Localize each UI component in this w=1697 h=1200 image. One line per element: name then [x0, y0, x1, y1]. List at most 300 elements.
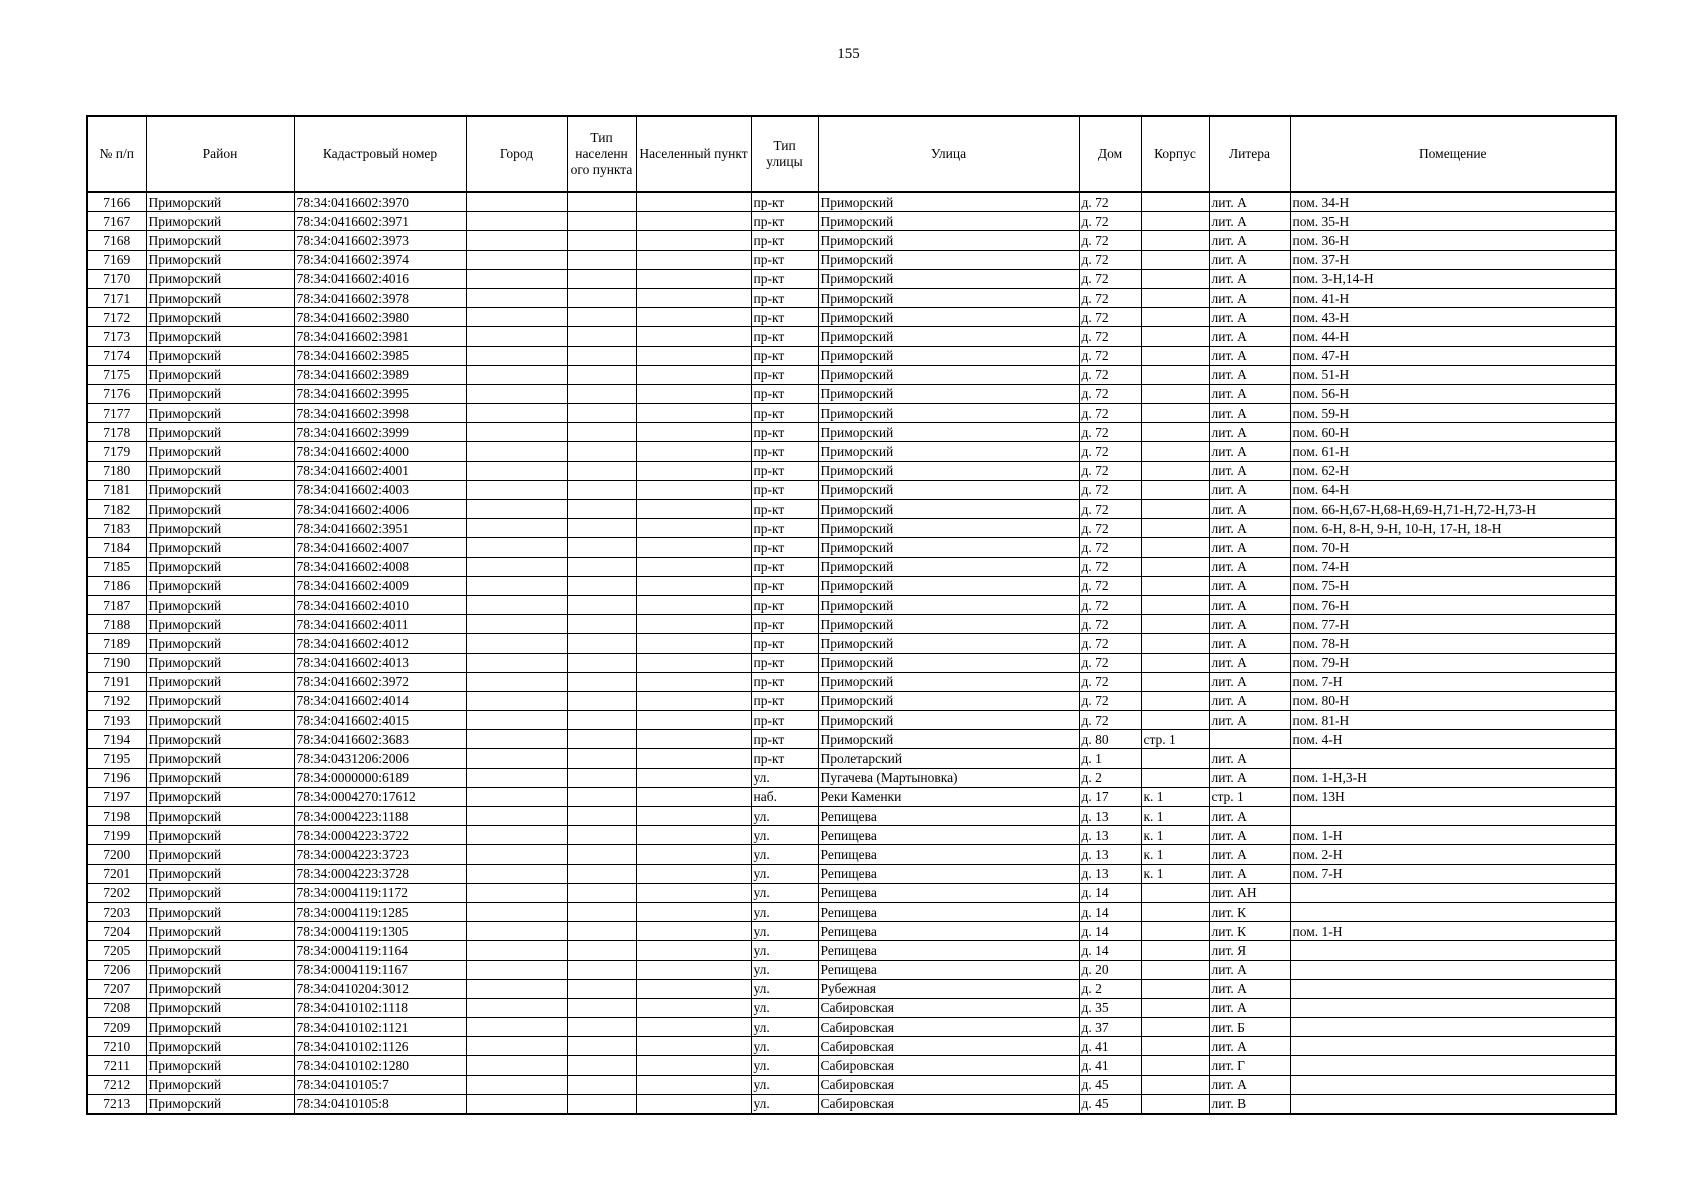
cell-street-type: пр-кт [751, 365, 818, 384]
cell-building [1141, 979, 1209, 998]
cell-street: Приморский [818, 538, 1079, 557]
cell-premises: пом. 7-Н [1290, 672, 1616, 691]
cell-cadastral: 78:34:0416602:3985 [294, 346, 466, 365]
cell-street-type: пр-кт [751, 538, 818, 557]
cell-premises [1290, 1075, 1616, 1094]
cell-building [1141, 384, 1209, 403]
cell-district: Приморский [146, 308, 294, 327]
cell-building [1141, 500, 1209, 519]
cell-settlement-type [567, 922, 636, 941]
cell-district: Приморский [146, 787, 294, 806]
cell-cadastral: 78:34:0004223:1188 [294, 807, 466, 826]
cell-premises: пом. 66-Н,67-Н,68-Н,69-Н,71-Н,72-Н,73-Н [1290, 500, 1616, 519]
cell-house: д. 72 [1079, 250, 1141, 269]
cell-street-type: пр-кт [751, 288, 818, 307]
cell-district: Приморский [146, 883, 294, 902]
cell-city [466, 192, 567, 212]
cell-settlement-type [567, 231, 636, 250]
cell-cadastral: 78:34:0410105:7 [294, 1075, 466, 1094]
cell-street-type: ул. [751, 922, 818, 941]
cell-settlement-type [567, 691, 636, 710]
cell-settlement [636, 691, 751, 710]
cell-letter [1209, 730, 1290, 749]
cell-street: Приморский [818, 653, 1079, 672]
cell-premises: пом. 79-Н [1290, 653, 1616, 672]
cell-settlement-type [567, 423, 636, 442]
cell-building [1141, 461, 1209, 480]
cell-cadastral: 78:34:0416602:3995 [294, 384, 466, 403]
cell-letter: лит. А [1209, 308, 1290, 327]
cell-settlement-type [567, 883, 636, 902]
cell-street: Приморский [818, 442, 1079, 461]
cell-city [466, 1037, 567, 1056]
cell-district: Приморский [146, 461, 294, 480]
cell-premises: пом. 70-Н [1290, 538, 1616, 557]
cell-cadastral: 78:34:0410105:8 [294, 1094, 466, 1114]
cell-city [466, 538, 567, 557]
table-row [87, 1056, 1616, 1075]
cell-district: Приморский [146, 288, 294, 307]
cell-premises: пом. 41-Н [1290, 288, 1616, 307]
cell-house: д. 72 [1079, 327, 1141, 346]
cell-settlement [636, 1018, 751, 1037]
cell-street-type: ул. [751, 1075, 818, 1094]
cell-settlement-type [567, 807, 636, 826]
cell-street: Приморский [818, 346, 1079, 365]
cell-settlement [636, 1037, 751, 1056]
cell-letter: лит. А [1209, 519, 1290, 538]
cell-letter: лит. А [1209, 557, 1290, 576]
cell-num: 7209 [87, 1018, 146, 1037]
cell-street: Приморский [818, 365, 1079, 384]
cell-settlement [636, 864, 751, 883]
cell-district: Приморский [146, 691, 294, 710]
cell-cadastral: 78:34:0416602:4016 [294, 269, 466, 288]
cell-num: 7199 [87, 826, 146, 845]
cell-cadastral: 78:34:0004119:1285 [294, 902, 466, 921]
cell-num: 7168 [87, 231, 146, 250]
cell-num: 7167 [87, 212, 146, 231]
cell-cadastral: 78:34:0004119:1164 [294, 941, 466, 960]
cell-city [466, 1094, 567, 1114]
cell-house: д. 72 [1079, 404, 1141, 423]
cell-settlement-type [567, 442, 636, 461]
column-header-building: Корпус [1141, 116, 1209, 192]
cell-premises [1290, 749, 1616, 768]
cell-num: 7208 [87, 998, 146, 1017]
cell-num: 7183 [87, 519, 146, 538]
cell-num: 7202 [87, 883, 146, 902]
cell-cadastral: 78:34:0416602:4010 [294, 595, 466, 614]
table-body [87, 192, 1616, 1114]
cell-cadastral: 78:34:0416602:3978 [294, 288, 466, 307]
cell-settlement [636, 500, 751, 519]
cell-street-type: пр-кт [751, 519, 818, 538]
table-row [87, 538, 1616, 557]
cell-city [466, 768, 567, 787]
cell-district: Приморский [146, 480, 294, 499]
cell-premises: пом. 60-Н [1290, 423, 1616, 442]
cell-premises: пом. 77-Н [1290, 615, 1616, 634]
cell-district: Приморский [146, 807, 294, 826]
cell-district: Приморский [146, 845, 294, 864]
table-row [87, 288, 1616, 307]
cell-house: д. 72 [1079, 500, 1141, 519]
cell-num: 7211 [87, 1056, 146, 1075]
cell-cadastral: 78:34:0416602:3998 [294, 404, 466, 423]
cell-cadastral: 78:34:0004223:3728 [294, 864, 466, 883]
cell-street-type: ул. [751, 902, 818, 921]
cell-city [466, 519, 567, 538]
cell-letter: лит. А [1209, 576, 1290, 595]
table-row [87, 500, 1616, 519]
cell-settlement [636, 365, 751, 384]
cell-settlement [636, 212, 751, 231]
cell-num: 7210 [87, 1037, 146, 1056]
cell-settlement [636, 480, 751, 499]
cell-building [1141, 423, 1209, 442]
cell-district: Приморский [146, 768, 294, 787]
cell-num: 7184 [87, 538, 146, 557]
cell-cadastral: 78:34:0410102:1126 [294, 1037, 466, 1056]
cell-street-type: ул. [751, 960, 818, 979]
cell-street: Приморский [818, 557, 1079, 576]
cell-num: 7172 [87, 308, 146, 327]
cell-city [466, 576, 567, 595]
cell-settlement [636, 960, 751, 979]
cell-cadastral: 78:34:0004223:3723 [294, 845, 466, 864]
table-row [87, 634, 1616, 653]
table-row [87, 749, 1616, 768]
column-header-num: № п/п [87, 116, 146, 192]
cell-street: Приморский [818, 576, 1079, 595]
cell-letter: лит. А [1209, 192, 1290, 212]
cell-premises: пом. 44-Н [1290, 327, 1616, 346]
cell-premises: пом. 7-Н [1290, 864, 1616, 883]
cell-cadastral: 78:34:0416602:3951 [294, 519, 466, 538]
cell-premises: пом. 62-Н [1290, 461, 1616, 480]
cell-num: 7205 [87, 941, 146, 960]
cell-letter: лит. К [1209, 902, 1290, 921]
cell-building [1141, 941, 1209, 960]
cell-street: Приморский [818, 423, 1079, 442]
cell-building: к. 1 [1141, 787, 1209, 806]
table-row [87, 1037, 1616, 1056]
cell-city [466, 442, 567, 461]
cell-premises: пом. 81-Н [1290, 711, 1616, 730]
cell-settlement-type [567, 730, 636, 749]
cell-district: Приморский [146, 902, 294, 921]
cell-city [466, 845, 567, 864]
cell-letter: лит. А [1209, 231, 1290, 250]
cell-letter: лит. А [1209, 807, 1290, 826]
cell-street: Репищева [818, 960, 1079, 979]
cell-letter: лит. А [1209, 346, 1290, 365]
cell-district: Приморский [146, 212, 294, 231]
cell-settlement-type [567, 615, 636, 634]
cell-street: Приморский [818, 288, 1079, 307]
cell-city [466, 864, 567, 883]
table-row [87, 979, 1616, 998]
column-header-settlement: Населенный пункт [636, 116, 751, 192]
table-row [87, 1018, 1616, 1037]
cell-building [1141, 288, 1209, 307]
cell-cadastral: 78:34:0000000:6189 [294, 768, 466, 787]
cell-city [466, 730, 567, 749]
cell-settlement [636, 711, 751, 730]
column-header-street-type: Тип улицы [751, 116, 818, 192]
table-row [87, 346, 1616, 365]
table-row [87, 327, 1616, 346]
cell-cadastral: 78:34:0416602:3971 [294, 212, 466, 231]
cell-settlement-type [567, 1018, 636, 1037]
cell-premises: пом. 34-Н [1290, 192, 1616, 212]
cell-num: 7186 [87, 576, 146, 595]
cell-street: Приморский [818, 231, 1079, 250]
table-row [87, 269, 1616, 288]
cell-settlement [636, 269, 751, 288]
cell-settlement-type [567, 212, 636, 231]
cell-district: Приморский [146, 192, 294, 212]
cell-building [1141, 365, 1209, 384]
cell-building: к. 1 [1141, 845, 1209, 864]
table-row [87, 423, 1616, 442]
cell-letter: лит. А [1209, 327, 1290, 346]
cell-street: Приморский [818, 404, 1079, 423]
table-row [87, 519, 1616, 538]
cell-building [1141, 672, 1209, 691]
cell-premises: пом. 13Н [1290, 787, 1616, 806]
cell-premises: пом. 6-Н, 8-Н, 9-Н, 10-Н, 17-Н, 18-Н [1290, 519, 1616, 538]
table-row [87, 192, 1616, 212]
cell-premises: пом. 75-Н [1290, 576, 1616, 595]
cell-cadastral: 78:34:0416602:3989 [294, 365, 466, 384]
cell-building [1141, 691, 1209, 710]
cell-settlement [636, 653, 751, 672]
column-header-street: Улица [818, 116, 1079, 192]
cell-district: Приморский [146, 365, 294, 384]
cell-settlement-type [567, 979, 636, 998]
cell-street-type: ул. [751, 998, 818, 1017]
cell-district: Приморский [146, 231, 294, 250]
cell-settlement [636, 423, 751, 442]
cell-house: д. 14 [1079, 922, 1141, 941]
cell-street-type: пр-кт [751, 461, 818, 480]
cell-cadastral: 78:34:0416602:4011 [294, 615, 466, 634]
cell-city [466, 250, 567, 269]
cell-street-type: ул. [751, 979, 818, 998]
cell-premises: пом. 80-Н [1290, 691, 1616, 710]
cell-cadastral: 78:34:0431206:2006 [294, 749, 466, 768]
cell-street-type: пр-кт [751, 711, 818, 730]
cell-settlement-type [567, 250, 636, 269]
table-row [87, 595, 1616, 614]
cell-settlement-type [567, 960, 636, 979]
cell-house: д. 72 [1079, 308, 1141, 327]
cell-city [466, 346, 567, 365]
cell-street: Приморский [818, 192, 1079, 212]
cell-house: д. 13 [1079, 845, 1141, 864]
table-row [87, 250, 1616, 269]
cell-district: Приморский [146, 538, 294, 557]
cell-letter: лит. А [1209, 480, 1290, 499]
cell-district: Приморский [146, 557, 294, 576]
cell-city [466, 423, 567, 442]
cell-settlement [636, 922, 751, 941]
cell-district: Приморский [146, 864, 294, 883]
cell-num: 7174 [87, 346, 146, 365]
cell-city [466, 269, 567, 288]
cell-letter: лит. А [1209, 653, 1290, 672]
cell-city [466, 672, 567, 691]
cell-letter: лит. А [1209, 595, 1290, 614]
cell-street: Сабировская [818, 1056, 1079, 1075]
table-row [87, 672, 1616, 691]
cell-settlement-type [567, 1056, 636, 1075]
column-header-settlement-type: Тип населенн ого пункта [567, 116, 636, 192]
cell-building [1141, 615, 1209, 634]
cell-building [1141, 749, 1209, 768]
table-row [87, 711, 1616, 730]
cell-district: Приморский [146, 998, 294, 1017]
table-row [87, 864, 1616, 883]
cell-num: 7176 [87, 384, 146, 403]
table-row [87, 557, 1616, 576]
cell-num: 7195 [87, 749, 146, 768]
cell-settlement [636, 634, 751, 653]
cell-street-type: пр-кт [751, 749, 818, 768]
cell-building [1141, 557, 1209, 576]
cell-premises [1290, 998, 1616, 1017]
cell-settlement [636, 1056, 751, 1075]
cell-house: д. 72 [1079, 231, 1141, 250]
cell-letter: лит. Я [1209, 941, 1290, 960]
cell-settlement-type [567, 557, 636, 576]
cell-letter: лит. А [1209, 1037, 1290, 1056]
cell-building [1141, 595, 1209, 614]
cell-letter: лит. А [1209, 461, 1290, 480]
cell-house: д. 72 [1079, 442, 1141, 461]
cell-building [1141, 1056, 1209, 1075]
cell-street-type: ул. [751, 1018, 818, 1037]
cell-letter: лит. А [1209, 423, 1290, 442]
cell-premises: пом. 76-Н [1290, 595, 1616, 614]
cell-settlement [636, 730, 751, 749]
cell-house: д. 1 [1079, 749, 1141, 768]
cell-house: д. 72 [1079, 519, 1141, 538]
table-row [87, 480, 1616, 499]
cell-settlement-type [567, 269, 636, 288]
cell-num: 7197 [87, 787, 146, 806]
cell-city [466, 902, 567, 921]
cell-building: стр. 1 [1141, 730, 1209, 749]
cell-cadastral: 78:34:0416602:4000 [294, 442, 466, 461]
cell-house: д. 45 [1079, 1075, 1141, 1094]
cell-letter: стр. 1 [1209, 787, 1290, 806]
cell-house: д. 72 [1079, 288, 1141, 307]
cell-num: 7173 [87, 327, 146, 346]
cell-letter: лит. А [1209, 500, 1290, 519]
cell-num: 7181 [87, 480, 146, 499]
cell-cadastral: 78:34:0004223:3722 [294, 826, 466, 845]
cell-street: Приморский [818, 634, 1079, 653]
cell-district: Приморский [146, 922, 294, 941]
cell-house: д. 72 [1079, 423, 1141, 442]
cell-city [466, 826, 567, 845]
cell-settlement [636, 998, 751, 1017]
cell-street-type: пр-кт [751, 576, 818, 595]
cell-num: 7203 [87, 902, 146, 921]
cell-city [466, 941, 567, 960]
cell-city [466, 500, 567, 519]
cell-house: д. 72 [1079, 576, 1141, 595]
cell-letter: лит. А [1209, 269, 1290, 288]
cell-premises: пом. 1-Н [1290, 826, 1616, 845]
cell-letter: лит. А [1209, 672, 1290, 691]
cell-num: 7213 [87, 1094, 146, 1114]
cell-district: Приморский [146, 519, 294, 538]
table-row [87, 787, 1616, 806]
cell-cadastral: 78:34:0416602:4012 [294, 634, 466, 653]
cell-letter: лит. А [1209, 538, 1290, 557]
table-row [87, 845, 1616, 864]
cell-letter: лит. А [1209, 998, 1290, 1017]
cell-city [466, 384, 567, 403]
cell-house: д. 13 [1079, 864, 1141, 883]
cell-num: 7194 [87, 730, 146, 749]
cell-house: д. 14 [1079, 883, 1141, 902]
cell-letter: лит. А [1209, 979, 1290, 998]
cell-district: Приморский [146, 672, 294, 691]
cell-house: д. 72 [1079, 595, 1141, 614]
cell-city [466, 1056, 567, 1075]
cell-premises: пом. 1-Н,3-Н [1290, 768, 1616, 787]
cell-letter: лит. А [1209, 365, 1290, 384]
cell-num: 7185 [87, 557, 146, 576]
cell-street-type: пр-кт [751, 404, 818, 423]
cell-num: 7180 [87, 461, 146, 480]
cell-building: к. 1 [1141, 826, 1209, 845]
cell-street: Приморский [818, 672, 1079, 691]
cell-settlement-type [567, 346, 636, 365]
cell-building [1141, 442, 1209, 461]
cell-city [466, 212, 567, 231]
cell-building [1141, 922, 1209, 941]
cell-cadastral: 78:34:0416602:4001 [294, 461, 466, 480]
table-row [87, 231, 1616, 250]
table-row [87, 653, 1616, 672]
cell-house: д. 72 [1079, 269, 1141, 288]
cell-street-type: ул. [751, 845, 818, 864]
cell-settlement [636, 826, 751, 845]
cell-num: 7189 [87, 634, 146, 653]
cell-city [466, 461, 567, 480]
cell-district: Приморский [146, 634, 294, 653]
cell-street: Репищева [818, 845, 1079, 864]
cell-num: 7207 [87, 979, 146, 998]
cell-num: 7179 [87, 442, 146, 461]
cell-letter: лит. А [1209, 864, 1290, 883]
cell-letter: лит. А [1209, 768, 1290, 787]
cell-building [1141, 653, 1209, 672]
cell-num: 7178 [87, 423, 146, 442]
cell-cadastral: 78:34:0416602:3999 [294, 423, 466, 442]
cell-settlement-type [567, 384, 636, 403]
cell-cadastral: 78:34:0416602:3972 [294, 672, 466, 691]
cell-building [1141, 1075, 1209, 1094]
cell-street-type: пр-кт [751, 269, 818, 288]
cell-district: Приморский [146, 327, 294, 346]
